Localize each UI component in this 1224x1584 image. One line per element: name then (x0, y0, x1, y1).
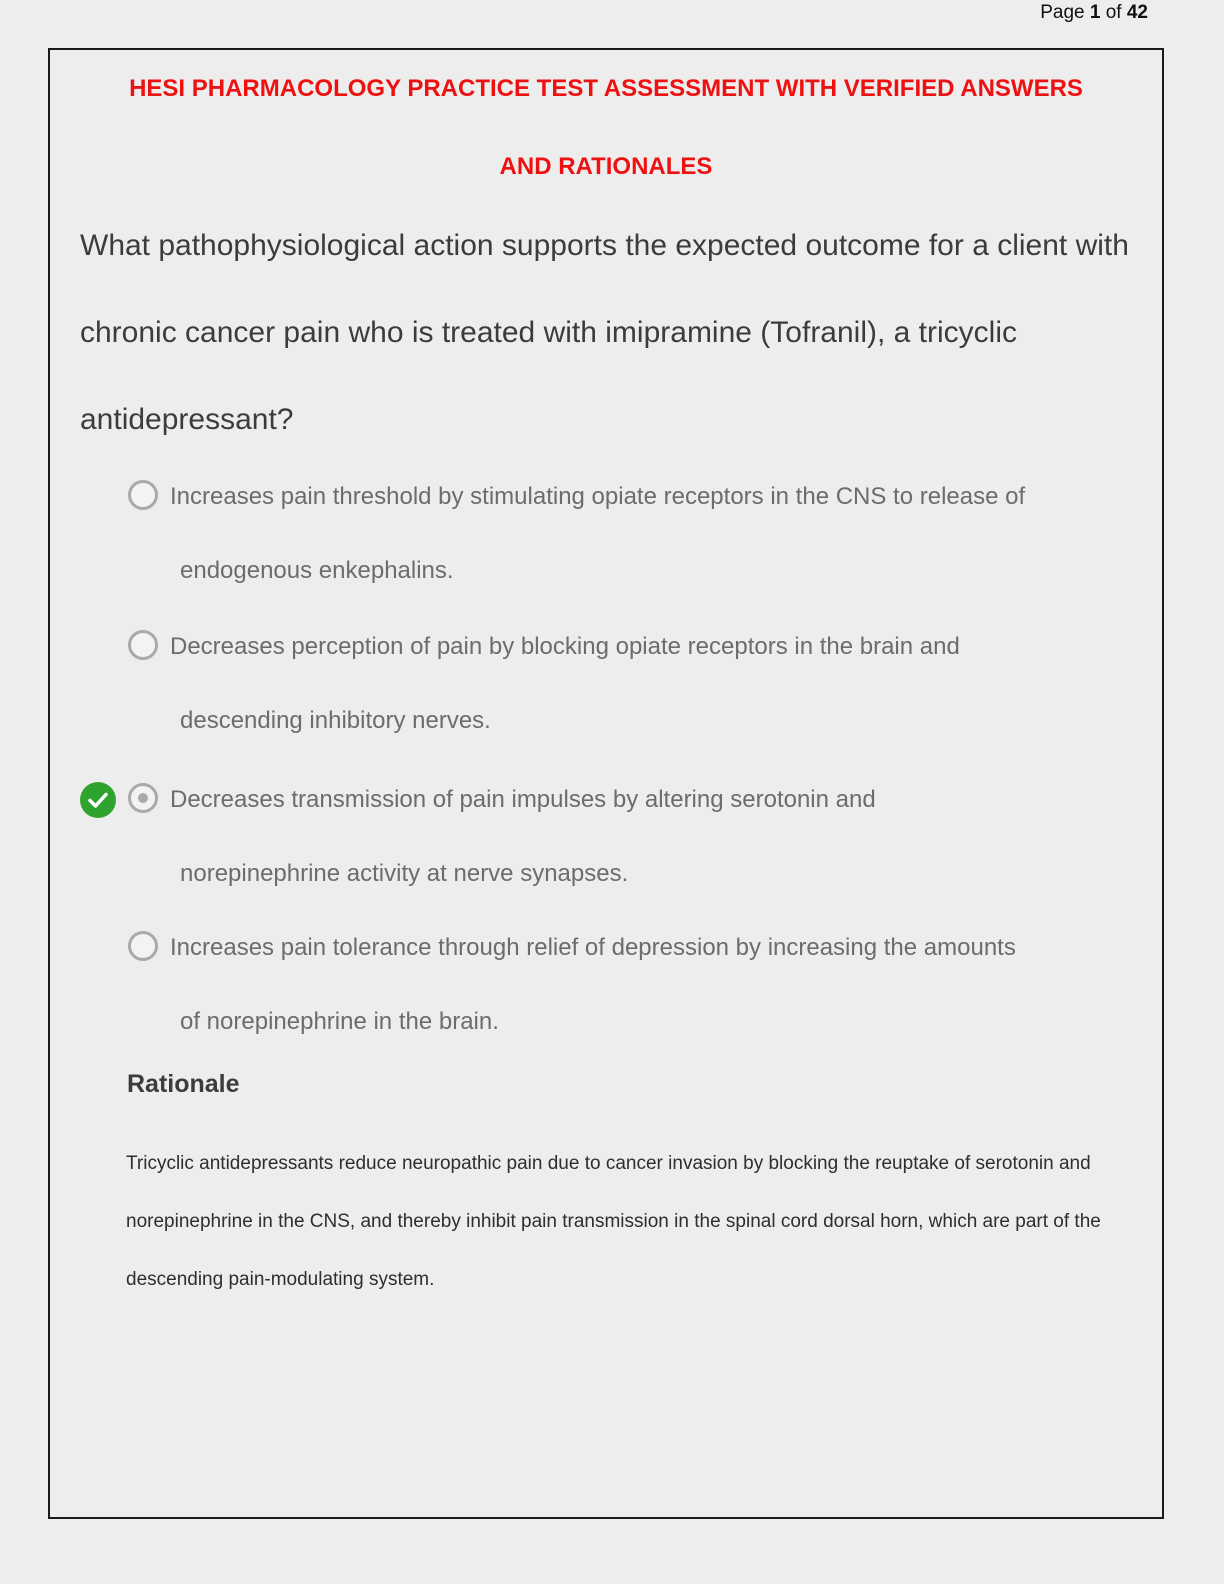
correct-check-icon (80, 782, 116, 818)
title-line-1: HESI PHARMACOLOGY PRACTICE TEST ASSESSMENT WITH VERIFIED ANSWERS (129, 75, 1083, 102)
radio-button-icon[interactable] (128, 630, 158, 660)
page-of: of (1105, 2, 1122, 23)
option-2[interactable] (128, 610, 1144, 758)
page-indicator (1040, 2, 1148, 24)
option-label (128, 610, 1144, 758)
radio-button-icon[interactable] (128, 931, 158, 961)
option-line-2: endogenous enkephalins. (180, 557, 454, 584)
radio-button-selected-icon[interactable] (128, 783, 158, 813)
page-label: Page (1040, 2, 1085, 23)
option-line-1: Decreases perception of pain by blocking opiate receptors in the brain and (170, 633, 960, 660)
option-line-1: Decreases transmission of pain impulses by altering serotonin and (170, 786, 876, 813)
option-4[interactable] (128, 911, 1144, 1059)
option-1[interactable] (128, 460, 1144, 608)
rationale-text: Tricyclic antidepressants reduce neuropathic pain due to cancer invasion by blocking the reuptake of serotonin and norepinephrine in the CNS, and thereby inhibit pain transmission in the spinal cord dorsal horn, which are part of the descending pain-modulating system. (126, 1153, 1101, 1290)
option-label (128, 763, 1144, 911)
page-frame (48, 48, 1164, 1519)
page-current: 1 (1089, 2, 1101, 23)
option-line-1: Increases pain tolerance through relief of depression by increasing the amounts (170, 934, 1016, 961)
page-total: 42 (1126, 2, 1148, 23)
option-label (128, 911, 1144, 1059)
option-label (128, 460, 1144, 608)
title-line-2: AND RATIONALES (499, 153, 713, 180)
rationale-heading: Rationale (127, 1070, 240, 1098)
option-line-2: descending inhibitory nerves. (180, 707, 491, 734)
option-line-2: of norepinephrine in the brain. (180, 1008, 499, 1035)
option-line-2: norepinephrine activity at nerve synapses. (180, 860, 629, 887)
question-text: What pathophysiological action supports the expected outcome for a client with chronic cancer pain who is treated with imipramine (Tofranil), a tricyclic antidepressant? (80, 229, 1129, 436)
document-title (50, 50, 1162, 206)
option-line-1: Increases pain threshold by stimulating opiate receptors in the CNS to release of (170, 483, 1026, 510)
option-3[interactable] (128, 763, 1144, 911)
radio-button-icon[interactable] (128, 480, 158, 510)
